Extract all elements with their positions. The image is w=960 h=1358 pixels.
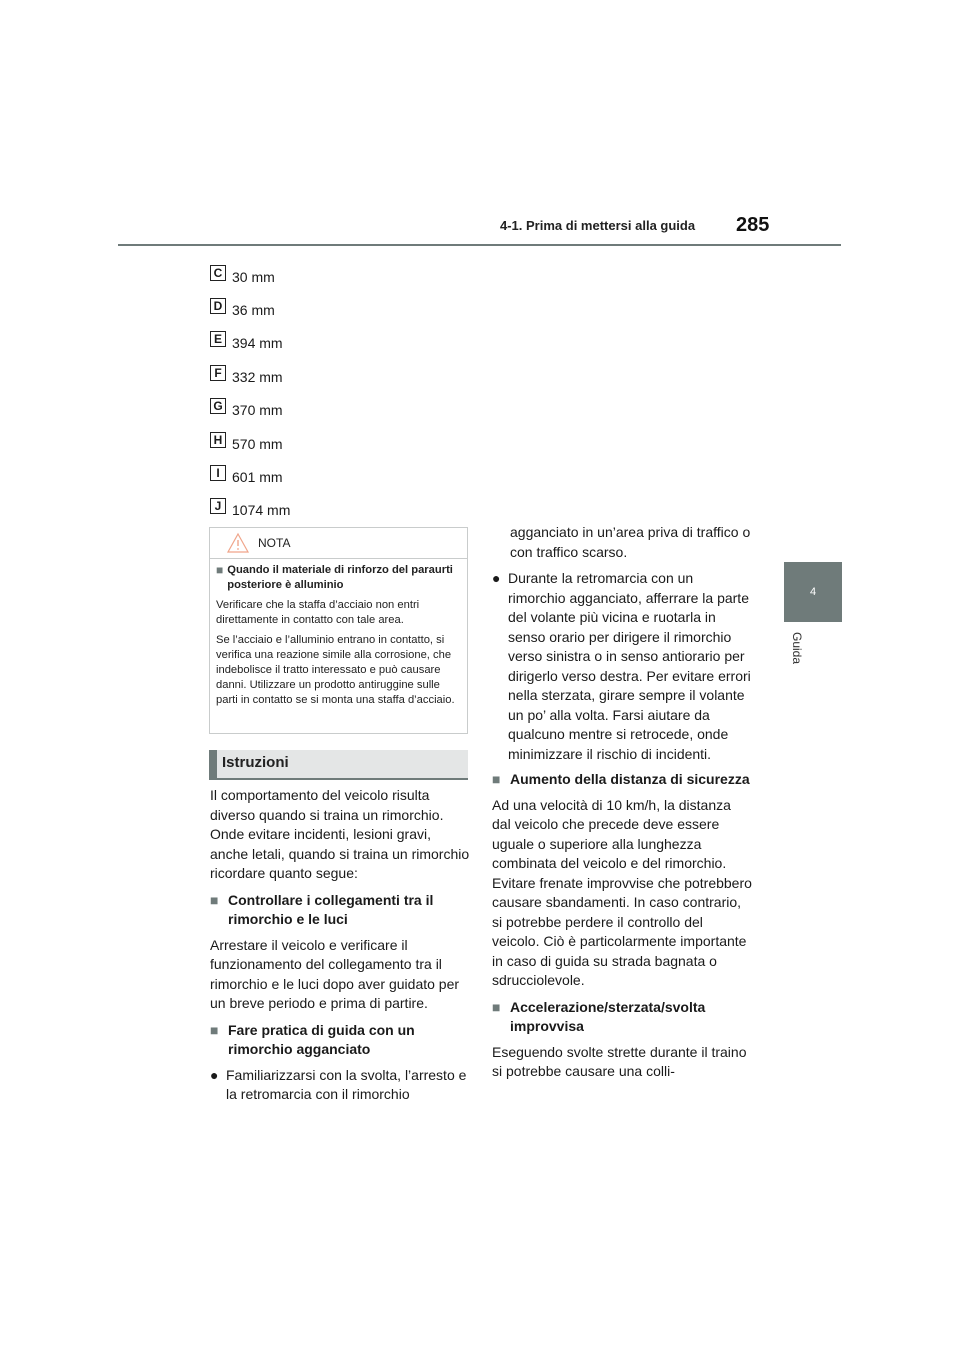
running-header: 4-1. Prima di mettersi alla guida xyxy=(500,218,696,233)
dimension-value: 332 mm xyxy=(232,368,283,385)
paragraph: Eseguendo svolte strette durante il traino si potrebbe causare una colli- xyxy=(492,1043,747,1079)
bullet-text: Familiarizzarsi con la svolta, l’arresto e la retromarcia con il rimorchio xyxy=(226,1066,467,1102)
note-subheading-text: Quando il materiale di rinforzo del paraurti posteriore è alluminio xyxy=(227,564,453,591)
dimension-letter: F xyxy=(210,365,226,381)
dimension-letter: D xyxy=(210,298,226,314)
square-bullet-icon: ■ xyxy=(210,1021,219,1038)
header-rule xyxy=(118,244,841,246)
bullet-text: Durante la retromarcia con un rimorchio agganciato, afferrare la parte del volante più vicina e ruotarla in senso orario per dirigere il rimorchio verso sinistra o in senso antiorario per dirigerlo verso destra. Per evitare errori nella sterzata, girare sempre il volante un po’ alla volta. Farsi aiutare da qualcuno mentre si retrocede, onde minimizzare il rischio di incidenti. xyxy=(508,570,751,762)
dimension-letter: H xyxy=(210,432,226,448)
dimension-letter: J xyxy=(210,498,226,514)
dimension-item xyxy=(210,260,290,293)
subheading xyxy=(210,1021,472,1060)
paragraph: Ad una velocità di 10 km/h, la distanza dal veicolo che precede deve essere uguale o superiore alla lunghezza combinata del veicolo e del rimorchio. Evitare frenate improvvise che potrebbero causare sbandamenti. In caso contrario, si potrebbe perdere il controllo del veicolo. Ciò è particolarmente importante in caso di guida su strada bagnata o sdrucciolevole. xyxy=(492,796,752,988)
dimension-value: 30 mm xyxy=(232,268,275,285)
dimension-letter: I xyxy=(210,465,226,481)
square-bullet-icon: ■ xyxy=(216,563,224,577)
square-bullet-icon: ■ xyxy=(492,771,501,787)
square-bullet-icon: ■ xyxy=(492,998,501,1015)
section-accent xyxy=(209,750,217,778)
chapter-number: 4 xyxy=(809,586,817,598)
subheading-text: Aumento della distanza di sicurezza xyxy=(510,771,750,787)
dimension-value: 394 mm xyxy=(232,335,283,352)
dimension-value: 36 mm xyxy=(232,302,275,319)
note-header xyxy=(210,528,467,559)
dimension-item xyxy=(210,293,290,326)
dimension-letter: G xyxy=(210,398,226,414)
subheading-text: Accelerazione/sterzata/svolta improvvisa xyxy=(510,998,706,1034)
bullet-item xyxy=(210,1066,472,1105)
note-subheading xyxy=(216,563,461,593)
round-bullet-icon: ● xyxy=(210,1066,219,1083)
note-paragraph: Se l’acciaio e l’alluminio entrano in contatto, si verifica una reazione simile alla corrosione, che indebolisce il tratto interessato e può causare danni. Utilizzare un prodotto antiruggine sulle parti in contatto se si monta una staffa d’acciaio. xyxy=(216,634,455,706)
square-bullet-icon: ■ xyxy=(210,891,219,908)
note-body xyxy=(210,559,467,708)
dimension-item xyxy=(210,394,290,427)
bullet-item xyxy=(492,569,752,764)
dimension-item xyxy=(210,427,290,460)
bullet-continuation: agganciato in un’area priva di traffico o con traffico scarso. xyxy=(510,524,751,560)
dimension-value: 601 mm xyxy=(232,469,283,486)
round-bullet-icon: ● xyxy=(492,570,501,586)
chapter-tab xyxy=(784,562,842,622)
dimension-item xyxy=(210,327,290,360)
subheading-text: Fare pratica di guida con un rimorchio agganciato xyxy=(228,1021,415,1057)
dimension-item xyxy=(210,360,290,393)
dimension-item xyxy=(210,460,290,493)
right-column xyxy=(492,523,752,1089)
note-paragraph: Verificare che la staffa d’acciaio non entri direttamente in contatto con tale area. xyxy=(216,599,420,626)
intro-paragraph: Il comportamento del veicolo risulta diverso quando si traina un rimorchio. Onde evitare incidenti, lesioni gravi, anche letali, quando si traina un rimorchio ricordare quanto segue: xyxy=(210,787,470,881)
note-box xyxy=(209,527,468,734)
subheading xyxy=(492,998,752,1037)
dimension-item xyxy=(210,494,290,527)
dimension-list xyxy=(210,260,290,527)
dimension-value: 570 mm xyxy=(232,435,283,452)
section-title: Istruzioni xyxy=(222,754,289,771)
left-column xyxy=(210,786,472,1111)
dimension-value: 1074 mm xyxy=(232,502,291,519)
dimension-value: 370 mm xyxy=(232,402,283,419)
subheading-text: Controllare i collegamenti tra il rimorchio e le luci xyxy=(228,891,434,927)
dimension-letter: C xyxy=(210,265,226,281)
note-title: NOTA xyxy=(258,536,291,550)
chapter-label: Guida xyxy=(790,632,804,665)
paragraph: Arrestare il veicolo e verificare il funzionamento del collegamento tra il rimorchio e le luci dopo aver guidato per un breve periodo e prima di partire. xyxy=(210,936,460,1011)
section-heading xyxy=(209,750,468,780)
page-number: 285 xyxy=(736,214,770,236)
dimension-letter: E xyxy=(210,331,226,347)
warning-triangle-icon xyxy=(226,532,250,559)
subheading xyxy=(492,770,752,790)
subheading xyxy=(210,891,472,930)
